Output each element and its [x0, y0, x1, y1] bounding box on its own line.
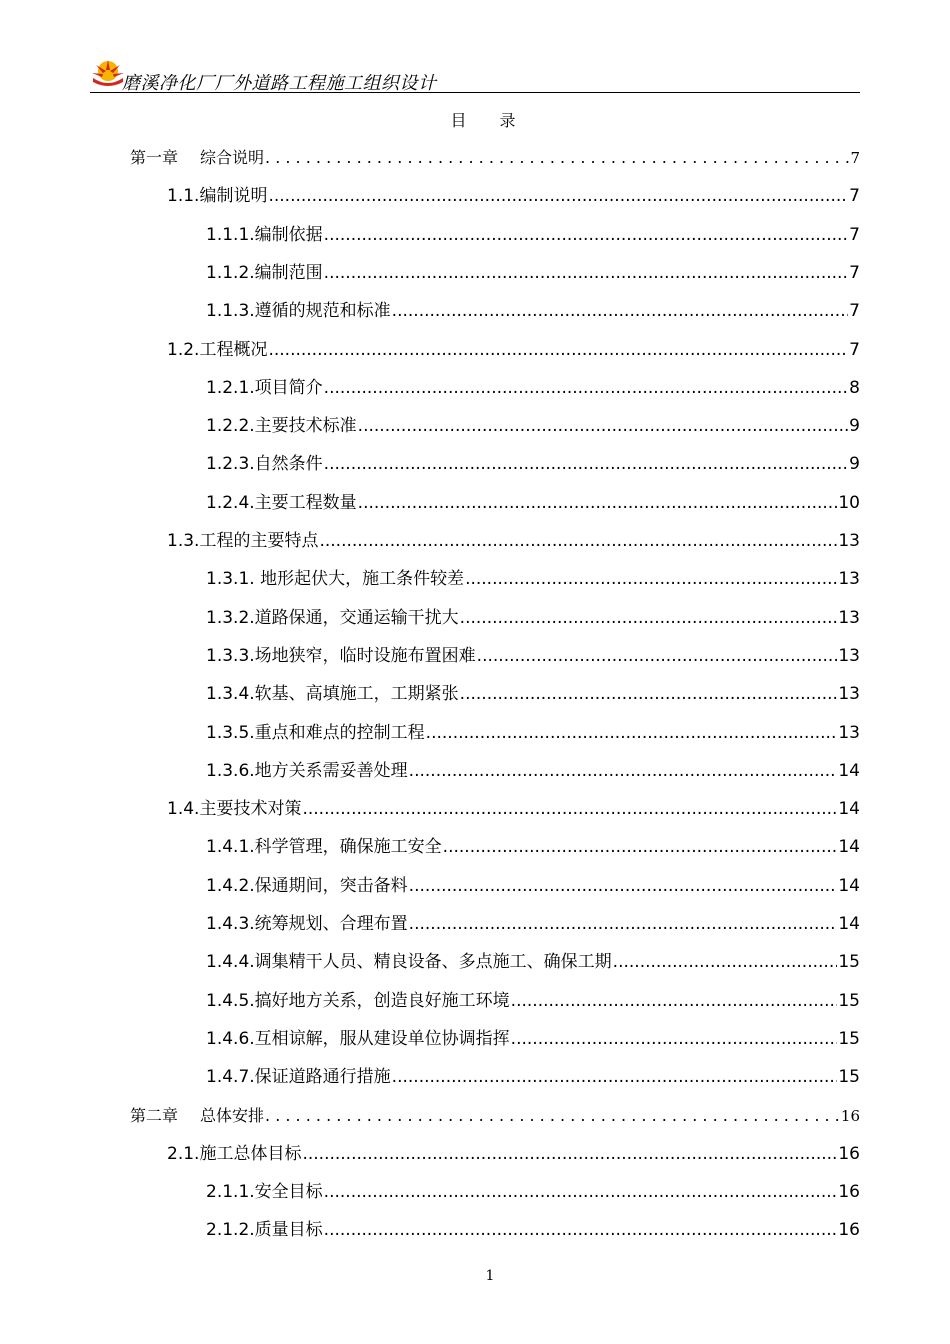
- toc-dot-leader: [265, 146, 849, 170]
- toc-entry[interactable]: [206, 299, 860, 323]
- toc-entry[interactable]: [206, 223, 860, 247]
- toc-dot-leader: [409, 759, 838, 783]
- toc-entry[interactable]: [206, 261, 860, 285]
- toc-page-number: 9: [849, 454, 860, 474]
- toc-entry[interactable]: [206, 1218, 860, 1242]
- toc-entry[interactable]: [206, 912, 860, 936]
- toc-page-number: 7: [850, 149, 860, 167]
- toc-dot-leader: [511, 989, 838, 1013]
- toc-dot-leader: [324, 452, 849, 476]
- toc-page-number: 16: [838, 1144, 860, 1164]
- toc-entry-title: 1.3.1. 地形起伏大，施工条件较差: [206, 569, 465, 589]
- toc-entry-title: 1.3.5.重点和难点的控制工程: [206, 723, 425, 743]
- toc-entry-title: 1.1.3.遵循的规范和标准: [206, 301, 391, 321]
- toc-dot-leader: [409, 912, 838, 936]
- toc-entry-title: 1.2.4.主要工程数量: [206, 493, 357, 513]
- toc-dot-leader: [324, 223, 849, 247]
- toc-dot-leader: [465, 567, 837, 591]
- toc-dot-leader: [268, 184, 848, 208]
- toc-chapter-number: 第一章: [130, 148, 179, 167]
- toc-entry[interactable]: [206, 874, 860, 898]
- toc-entry-title: 1.2.3.自然条件: [206, 454, 323, 474]
- toc-entry-title: 2.1.1.安全目标: [206, 1182, 323, 1202]
- toc-entry[interactable]: [206, 1065, 860, 1089]
- toc-page-number: 7: [849, 225, 860, 245]
- toc-entry-title: 1.4.3.统筹规划、合理布置: [206, 914, 408, 934]
- toc-entry-title: 1.4.4.调集精干人员、精良设备、多点施工、确保工期: [206, 952, 612, 972]
- toc-page-number: 8: [849, 378, 860, 398]
- toc-title: 目 录: [450, 111, 530, 130]
- toc-page-number: 14: [838, 914, 860, 934]
- toc-entry-title: 2.1.2.质量目标: [206, 1220, 323, 1240]
- toc-page-number: 7: [849, 301, 860, 321]
- toc-page-number: 13: [838, 569, 860, 589]
- toc-entry-title: 1.2.1.项目简介: [206, 378, 323, 398]
- toc-entry[interactable]: [206, 759, 860, 783]
- toc-dot-leader: [443, 835, 838, 859]
- toc-entry-title: 2.1.施工总体目标: [167, 1144, 302, 1164]
- toc-entry[interactable]: [167, 184, 860, 208]
- toc-entry[interactable]: [206, 989, 860, 1013]
- toc-entry-title: 综合说明: [200, 148, 265, 167]
- toc-dot-leader: [358, 414, 849, 438]
- toc-entry-title: 1.2.2.主要技术标准: [206, 416, 357, 436]
- toc-page-number: 16: [840, 1107, 860, 1125]
- toc-dot-leader: [268, 338, 848, 362]
- toc-entry-title: 1.4.2.保通期间，突击备料: [206, 876, 408, 896]
- toc-dot-leader: [302, 1142, 837, 1166]
- toc-dot-leader: [409, 874, 838, 898]
- toc-page-number: 13: [838, 608, 860, 628]
- toc-page-number: 13: [838, 684, 860, 704]
- toc-entry[interactable]: [206, 644, 860, 668]
- toc-entry[interactable]: [206, 1027, 860, 1051]
- toc-page-number: 10: [838, 493, 860, 513]
- toc-chapter-entry[interactable]: [130, 1104, 860, 1128]
- toc-entry[interactable]: [167, 529, 860, 553]
- toc-dot-leader: [511, 1027, 838, 1051]
- toc-entry-title: 1.3.3.场地狭窄，临时设施布置困难: [206, 646, 476, 666]
- toc-chapter-entry[interactable]: [130, 146, 860, 170]
- toc-dot-leader: [265, 1104, 840, 1128]
- toc-entry[interactable]: [206, 567, 860, 591]
- toc-entry-title: 1.1.2.编制范围: [206, 263, 323, 283]
- toc-dot-leader: [392, 299, 849, 323]
- toc-entry-title: 1.4.1.科学管理，确保施工安全: [206, 837, 442, 857]
- toc-entry[interactable]: [206, 414, 860, 438]
- toc-page-number: 14: [838, 799, 860, 819]
- toc-dot-leader: [460, 682, 838, 706]
- toc-page-number: 7: [849, 186, 860, 206]
- toc-entry-title: 1.4.6.互相谅解，服从建设单位协调指挥: [206, 1029, 510, 1049]
- toc-page-number: 13: [838, 531, 860, 551]
- toc-entry-title: 1.3.6.地方关系需妥善处理: [206, 761, 408, 781]
- toc-entry-title: 1.4.7.保证道路通行措施: [206, 1067, 391, 1087]
- toc-dot-leader: [324, 1180, 838, 1204]
- toc-entry-title: 总体安排: [200, 1106, 265, 1125]
- toc-entry[interactable]: [206, 682, 860, 706]
- page-number: 1: [485, 1268, 495, 1284]
- toc-dot-leader: [324, 261, 849, 285]
- toc-page-number: 14: [838, 876, 860, 896]
- toc-entry[interactable]: [206, 950, 860, 974]
- toc-page-number: 13: [838, 723, 860, 743]
- toc-page-number: 9: [849, 416, 860, 436]
- toc-page-number: 13: [838, 646, 860, 666]
- document-header-title: 磨溪净化厂厂外道路工程施工组织设计: [122, 73, 437, 94]
- toc-dot-leader: [477, 644, 838, 668]
- toc-entry-title: 1.4.5.搞好地方关系，创造良好施工环境: [206, 991, 510, 1011]
- toc-page-number: 16: [838, 1220, 860, 1240]
- toc-entry[interactable]: [206, 452, 860, 476]
- toc-dot-leader: [460, 606, 838, 630]
- toc-page-number: 15: [838, 1029, 860, 1049]
- toc-entry[interactable]: [167, 1142, 860, 1166]
- toc-dot-leader: [613, 950, 838, 974]
- toc-page-number: 14: [838, 761, 860, 781]
- toc-page-number: 14: [838, 837, 860, 857]
- toc-dot-leader: [324, 1218, 838, 1242]
- toc-dot-leader: [319, 529, 837, 553]
- toc-entry[interactable]: [206, 376, 860, 400]
- toc-entry-title: 1.3.4.软基、高填施工，工期紧张: [206, 684, 459, 704]
- toc-dot-leader: [324, 376, 849, 400]
- toc-entry[interactable]: [206, 721, 860, 745]
- toc-page-number: 7: [849, 340, 860, 360]
- toc-entry-title: 1.1.编制说明: [167, 186, 268, 206]
- toc-dot-leader: [392, 1065, 838, 1089]
- toc-dot-leader: [302, 797, 837, 821]
- toc-dot-leader: [358, 491, 838, 515]
- toc-page-number: 15: [838, 952, 860, 972]
- toc-entry[interactable]: [206, 491, 860, 515]
- toc-dot-leader: [426, 721, 838, 745]
- toc-entry-title: 1.3.工程的主要特点: [167, 531, 319, 551]
- toc-entry-title: 1.3.2.道路保通，交通运输干扰大: [206, 608, 459, 628]
- toc-page-number: 7: [849, 263, 860, 283]
- toc-entry[interactable]: [206, 1180, 860, 1204]
- toc-entry[interactable]: [167, 797, 860, 821]
- toc-entry-title: 1.4.主要技术对策: [167, 799, 302, 819]
- toc-page-number: 15: [838, 1067, 860, 1087]
- toc-entry-title: 1.2.工程概况: [167, 340, 268, 360]
- toc-chapter-number: 第二章: [130, 1106, 179, 1125]
- toc-page-number: 15: [838, 991, 860, 1011]
- toc-entry[interactable]: [206, 835, 860, 859]
- toc-entry[interactable]: [167, 338, 860, 362]
- toc-page-number: 16: [838, 1182, 860, 1202]
- toc-entry[interactable]: [206, 606, 860, 630]
- toc-entry-title: 1.1.1.编制依据: [206, 225, 323, 245]
